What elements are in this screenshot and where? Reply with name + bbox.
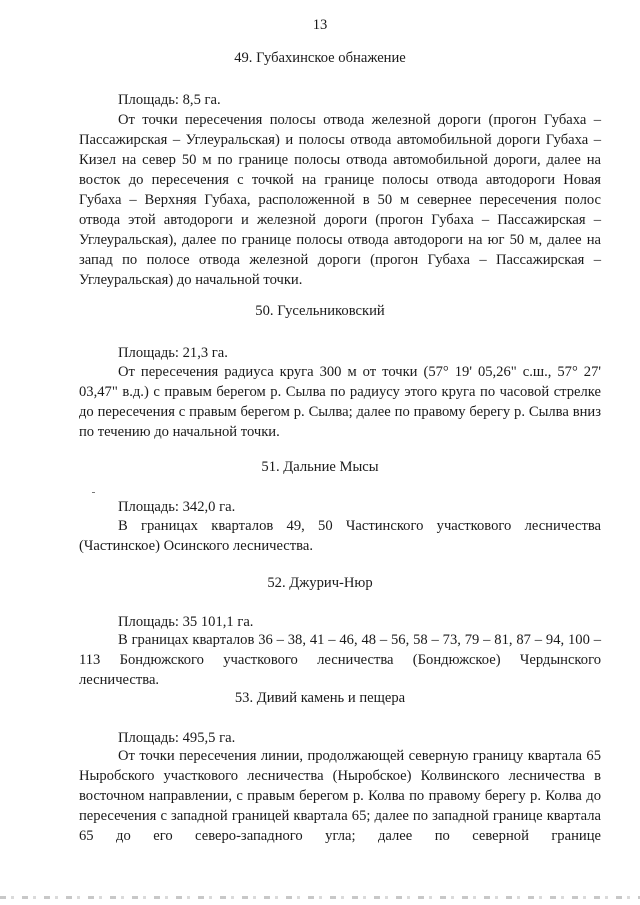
- page-number: 13: [312, 17, 328, 33]
- section-text: В границах кварталов 36 – 38, 41 – 46, 48 – 56, 58 – 73, 79 – 81, 87 – 94, 100 – 113 Бондюжского участкового лесничества (Бондюжское) Чердынского лесничества.: [79, 632, 601, 688]
- section-title: 53. Дивий камень и пещера: [234, 690, 406, 706]
- area-value: Площадь: 8,5 га.: [118, 92, 221, 108]
- section-title: 50. Гусельниковский: [255, 303, 385, 319]
- area-value: Площадь: 21,3 га.: [118, 345, 228, 361]
- section-text: От точки пересечения линии, продолжающей северную границу квартала 65 Ныробского участкового лесничества (Ныробское) Колвинского лесничества в восточном направлении, с правым берегом р. Колва по правому берегу р. Колва до пересечения с западной границей квартала 65; далее по западной границе квартала 65 до его северо-западного угла; далее по северной границе: [79, 748, 601, 844]
- area-value: Площадь: 35 101,1 га.: [118, 614, 254, 630]
- section-title: 52. Джурич-Нюр: [267, 575, 373, 591]
- section-title: 51. Дальние Мысы: [261, 459, 379, 475]
- scan-edge-artifact: [0, 896, 640, 899]
- area-value: Площадь: 495,5 га.: [118, 730, 236, 746]
- section-text: В границах кварталов 49, 50 Частинского участкового лесничества (Частинское) Осинского лесничества.: [79, 518, 601, 554]
- section-text: От пересечения радиуса круга 300 м от точки (57° 19' 05,26" с.ш., 57° 27' 03,47" в.д.) с правым берегом р. Сылва по радиусу этого круга по часовой стрелке до пересечения с правым берегом р. Сылва; далее по правому берегу р. Сылва вниз по течению до начальной точки.: [79, 364, 601, 440]
- section-title: 49. Губахинское обнажение: [234, 50, 406, 66]
- scan-speck: [92, 492, 95, 493]
- area-value: Площадь: 342,0 га.: [118, 499, 236, 515]
- section-text: От точки пересечения полосы отвода железной дороги (прогон Губаха – Пассажирская – Углеуральская) и полосы отвода автомобильной дороги Губаха – Кизел на север 50 м по границе полосы отвода автомобильной дороги, далее на восток до пересечения с точкой на границе полосы отвода автодороги Новая Губаха – Верхняя Губаха, расположенной в 50 м севернее пересечения полос отвода этой автодороги и железной дороги (прогон Губаха – Пассажирская – Углеуральская), далее по границе полосы отвода автодороги на юг 50 м, далее на запад по полосе отвода железной дороги (прогон Губаха – Пассажирская – Углеуральская) до начальной точки.: [79, 112, 601, 288]
